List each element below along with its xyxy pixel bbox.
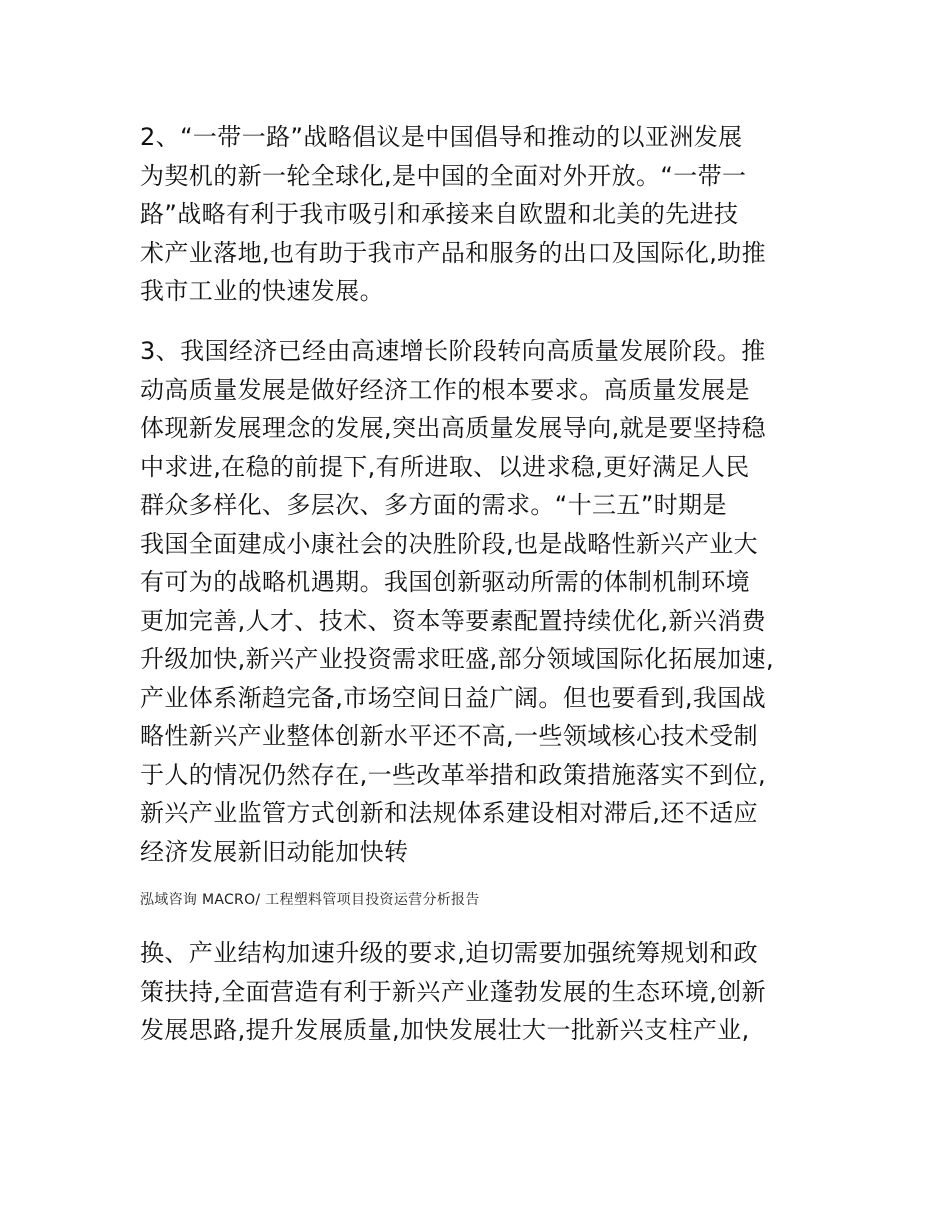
- paragraph-line: 我市工业的快速发展。: [140, 277, 384, 305]
- paragraph-line: 群众多样化、多层次、多方面的需求。“十三五”时期是: [140, 491, 727, 519]
- paragraph-line: 动高质量发展是做好经济工作的根本要求。高质量发展是: [140, 375, 750, 404]
- paragraph-line: 3、我国经济已经由高速增长阶段转向高质量发展阶段。推: [140, 337, 766, 365]
- paragraph-line: 2、“一带一路”战略倡议是中国倡导和推动的以亚洲发展: [140, 123, 743, 151]
- paragraph-line: 有可为的战略机遇期。我国创新驱动所需的体制机制环境: [140, 568, 750, 596]
- paragraph-continued: [140, 934, 820, 1050]
- paragraph-line: 我国全面建成小康社会的决胜阶段,也是战略性新兴产业大: [140, 529, 759, 558]
- paragraph-line: 换、产业结构加速升级的要求,迫切需要加强统筹规划和政: [140, 939, 759, 967]
- paragraph-line: 更加完善,人才、技术、资本等要素配置持续优化,新兴消费: [140, 606, 767, 635]
- paragraph-line: 路”战略有利于我市吸引和承接来自欧盟和北美的先进技: [140, 200, 739, 228]
- paragraph-line: 于人的情况仍然存在,一些改革举措和政策措施落实不到位,: [140, 760, 767, 789]
- paragraph-3: [140, 332, 820, 871]
- paragraph-line: 术产业落地,也有助于我市产品和服务的出口及国际化,助推: [140, 238, 767, 267]
- paragraph-2: [140, 118, 820, 311]
- paragraph-line: 为契机的新一轮全球化,是中国的全面对外开放。“一带一: [140, 161, 747, 190]
- paragraph-line: 体现新发展理念的发展,突出高质量发展导向,就是要坚持稳: [140, 414, 767, 442]
- paragraph-line: 策扶持,全面营造有利于新兴产业蓬勃发展的生态环境,创新: [140, 977, 767, 1006]
- page-footer: 泓域咨询 MACRO/ 工程塑料管项目投资运营分析报告: [140, 892, 480, 908]
- paragraph-line: 略性新兴产业整体创新水平还不高,一些领域核心技术受制: [140, 722, 759, 750]
- paragraph-line: 产业体系渐趋完备,市场空间日益广阔。但也要看到,我国战: [140, 683, 767, 712]
- paragraph-line: 中求进,在稳的前提下,有所进取、以进求稳,更好满足人民: [140, 452, 750, 481]
- paragraph-line: 新兴产业监管方式创新和法规体系建设相对滞后,还不适应: [140, 799, 759, 827]
- paragraph-line: 升级加快,新兴产业投资需求旺盛,部分领域国际化拓展加速,: [140, 645, 775, 673]
- paragraph-line: 发展思路,提升发展质量,加快发展壮大一批新兴支柱产业,: [140, 1016, 750, 1044]
- paragraph-line: 经济发展新旧动能加快转: [140, 837, 409, 866]
